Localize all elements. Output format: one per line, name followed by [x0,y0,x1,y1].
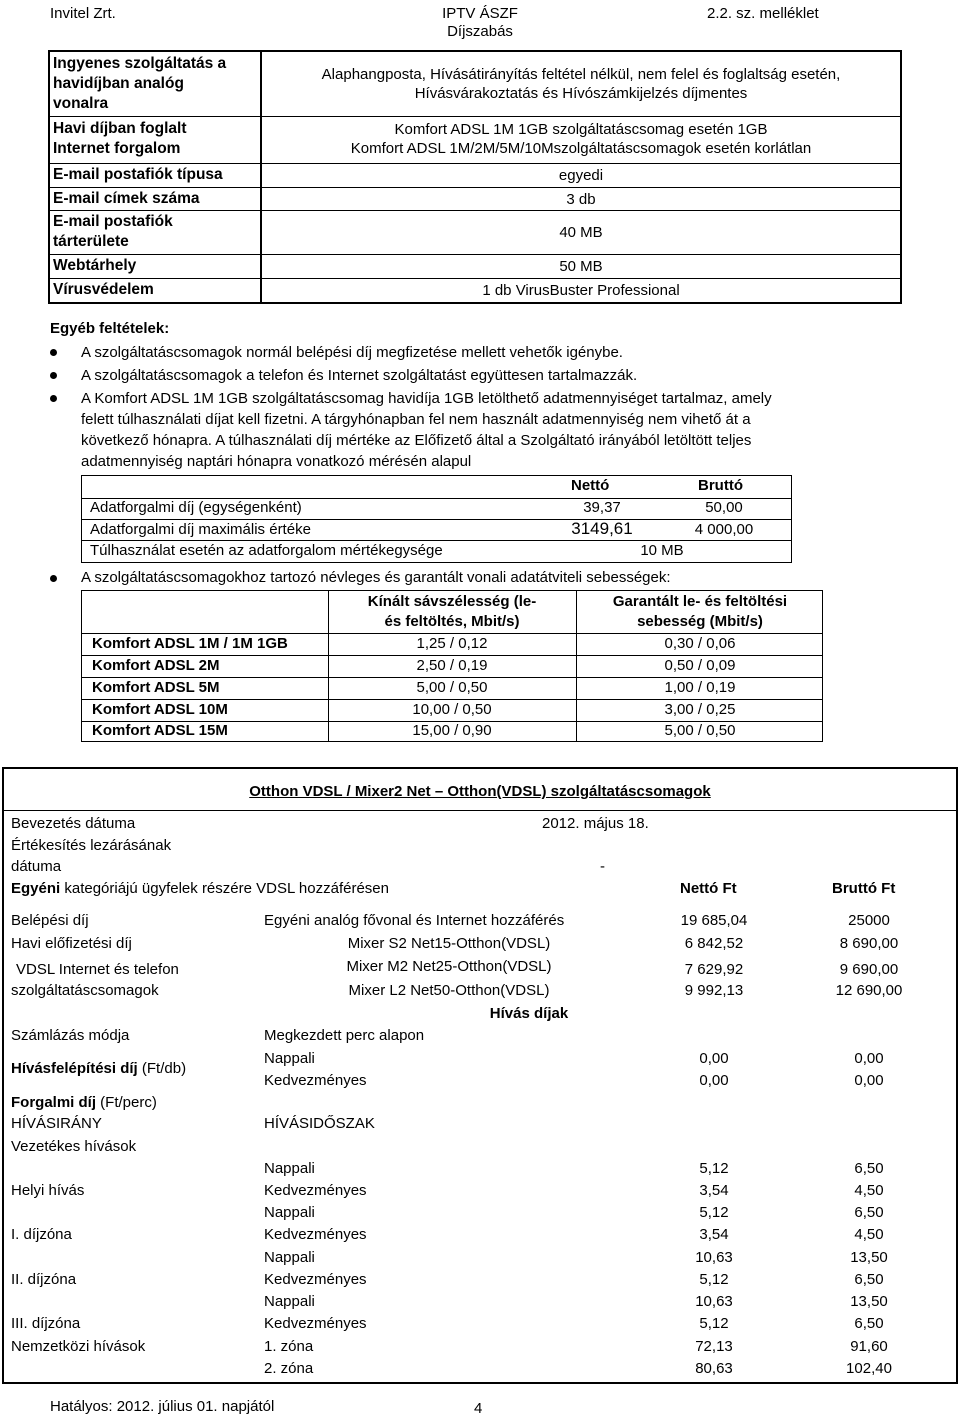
traffic-fee-label: Forgalmi díj (Ft/perc) [11,1094,157,1111]
vdsl-col-net: Nettó Ft [680,880,737,897]
customer-category: Egyéni kategóriájú ügyfelek részére VDSL hozzáférésen [11,880,389,897]
zone-name: II. díjzóna [11,1271,77,1288]
zone-net: 5,12 [699,1160,729,1177]
feature-value-free-services: Alaphangposta, Hívásátirányítás feltétel nélkül, nem felel és foglaltság esetén, Hívásvárakoztatás és Hívószámkijelzés díjmentes [321,66,841,102]
zone-gross: 6,50 [854,1271,884,1288]
footer-effective-date: Hatályos: 2012. július 01. napjától [50,1398,275,1415]
zone-net: 5,12 [699,1271,729,1288]
intl-gross: 102,40 [846,1360,892,1377]
speed-col-offered: Kínált sávszélesség (le- és feltöltés, Mbit/s) [367,593,537,630]
feature-label-antivirus: Vírusvédelem [53,281,154,298]
vdsl-title: Otthon VDSL / Mixer2 Net – Otthon(VDSL) szolgáltatáscsomagok [249,783,711,800]
intl-gross: 91,60 [850,1338,888,1355]
setup-period: Kedvezményes [264,1072,367,1089]
header-title [380,5,580,41]
condition-3-line2: felett túlhasználati díjat kell fizetni. A tárgyhónapban fel nem használt adatmennyiség nem vihető át a [81,411,751,428]
zone-net: 10,63 [695,1293,733,1310]
package-gross: 8 690,00 [839,935,899,952]
fee-col-net: Nettó [571,477,610,494]
zone-net: 3,54 [699,1226,729,1243]
speed-row-offered: 15,00 / 0,90 [412,722,492,739]
intl-net: 72,13 [695,1338,733,1355]
bullet-icon [50,372,57,379]
intro-date-value: 2012. május 18. [542,815,649,832]
setup-net: 0,00 [699,1050,729,1067]
fee-row-label: Adatforgalmi díj (egységenként) [90,499,302,516]
fee-unit-value: 10 MB [640,542,684,559]
vdsl-package-box [2,767,958,1384]
setup-gross: 0,00 [854,1050,884,1067]
sales-end-label-line1: Értékesítés lezárásának [11,837,172,854]
speed-row-name: Komfort ADSL 1M / 1M 1GB [92,635,288,652]
intl-calls-label: Nemzetközi hívások [11,1338,146,1355]
fee-row-gross: 4 000,00 [694,521,754,538]
setup-gross: 0,00 [854,1072,884,1089]
zone-net: 5,12 [699,1204,729,1221]
intl-zone: 2. zóna [264,1360,314,1377]
intro-date-label: Bevezetés dátuma [11,815,136,832]
speed-row-guaranteed: 0,50 / 0,09 [664,657,736,674]
speed-row-offered: 5,00 / 0,50 [416,679,488,696]
other-conditions-heading: Egyéb feltételek: [50,320,170,337]
zone-period: Kedvezményes [264,1226,367,1243]
header-annex: 2.2. sz. melléklet [707,5,819,22]
package-gross: 9 690,00 [839,961,899,978]
feature-value-mailbox-storage: 40 MB [559,224,603,241]
zone-name: III. díjzóna [11,1315,81,1332]
fee-row-label: Adatforgalmi díj maximális értéke [90,521,311,538]
speed-row-name: Komfort ADSL 5M [92,679,220,696]
feature-label-email-count: E-mail címek száma [53,190,200,207]
zone-net: 10,63 [695,1249,733,1266]
speed-row-name: Komfort ADSL 2M [92,657,220,674]
entry-fee-gross: 25000 [848,912,890,929]
condition-1: A szolgáltatáscsomagok normál belépési díj megfizetése mellett vehetők igénybe. [81,344,623,361]
period-label: HÍVÁSIDŐSZAK [264,1115,375,1132]
speed-table [81,590,823,742]
setup-period: Nappali [264,1050,315,1067]
speed-row-guaranteed: 5,00 / 0,50 [664,722,736,739]
speed-row-name: Komfort ADSL 15M [92,722,228,739]
intl-net: 80,63 [695,1360,733,1377]
feature-value-mailbox-type: egyedi [558,167,604,184]
condition-3-line1: A Komfort ADSL 1M 1GB szolgáltatáscsomag havidíja 1GB letölthető adatmennyiséget tartalmaz, amely [81,390,772,407]
speed-row-guaranteed: 3,00 / 0,25 [664,701,736,718]
speed-row-guaranteed: 1,00 / 0,19 [664,679,736,696]
speed-row-offered: 10,00 / 0,50 [412,701,492,718]
zone-net: 5,12 [699,1315,729,1332]
speed-row-guaranteed: 0,30 / 0,06 [664,635,736,652]
zone-gross: 4,50 [854,1182,884,1199]
feature-label-webspace: Webtárhely [53,257,137,274]
zone-gross: 4,50 [854,1226,884,1243]
feature-label-internet-traffic: Havi díjban foglalt Internet forgalom [53,120,187,157]
billing-value: Megkezdett perc alapon [264,1027,425,1044]
feature-value-antivirus: 1 db VirusBuster Professional [482,282,680,299]
zone-gross: 6,50 [854,1160,884,1177]
call-fees-title: Hívás díjak [489,1005,569,1022]
package-name: Mixer L2 Net50-Otthon(VDSL) [348,982,550,999]
fee-row-net: 3149,61 [571,519,633,538]
package-label-line2: szolgáltatáscsomagok [11,982,159,999]
speed-row-offered: 2,50 / 0,19 [416,657,488,674]
zone-gross: 6,50 [854,1315,884,1332]
zone-period: Kedvezményes [264,1182,367,1199]
entry-fee-label: Belépési díj [11,912,89,929]
condition-3-line3: következő hónapra. A túlhasználati díj mértéke az Előfizető által a Szolgáltató irányából letöltött teljes [81,432,752,449]
package-gross: 12 690,00 [835,982,903,999]
package-net: 6 842,52 [684,935,744,952]
feature-label-mailbox-storage: E-mail postafiók tárterülete [53,213,173,250]
zone-period: Kedvezményes [264,1271,367,1288]
bullet-icon [50,395,57,402]
feature-label-mailbox-type: E-mail postafiók típusa [53,166,223,183]
zone-period: Nappali [264,1160,315,1177]
zone-gross: 13,50 [850,1249,888,1266]
zone-period: Nappali [264,1293,315,1310]
zone-name: Helyi hívás [11,1182,85,1199]
package-name: Mixer S2 Net15-Otthon(VDSL) [347,935,551,952]
package-name: Mixer M2 Net25-Otthon(VDSL) [346,958,552,975]
service-features-table [48,50,902,304]
setup-fee-label: Hívásfelépítési díj (Ft/db) [11,1060,187,1077]
feature-label-free-services: Ingyenes szolgáltatás a havidíjban analóg vonalra [53,55,227,112]
zone-period: Nappali [264,1249,315,1266]
speed-row-name: Komfort ADSL 10M [92,701,228,718]
monthly-fee-label: Havi előfizetési díj [11,935,132,952]
setup-net: 0,00 [699,1072,729,1089]
fee-col-gross: Bruttó [698,477,743,494]
feature-value-email-count: 3 db [566,191,596,208]
fee-row-net: 39,37 [583,499,621,516]
entry-fee-desc: Egyéni analóg fővonal és Internet hozzáférés [264,912,565,929]
header-company: Invitel Zrt. [50,5,116,22]
zone-gross: 13,50 [850,1293,888,1310]
direction-label: HÍVÁSIRÁNY [11,1115,102,1132]
feature-value-internet-traffic: Komfort ADSL 1M 1GB szolgáltatáscsomag esetén 1GB Komfort ADSL 1M/2M/5M/10Mszolgáltatáscsomagok esetén korlátlan [350,121,812,157]
zone-net: 3,54 [699,1182,729,1199]
condition-3-line4: adatmennyiség naptári hónapra vonatkozó mérésén alapul [81,453,472,470]
speed-row-offered: 1,25 / 0,12 [416,635,488,652]
intl-zone: 1. zóna [264,1338,314,1355]
fee-unit-label: Túlhasználat esetén az adatforgalom mértékegysége [90,542,443,559]
billing-label: Számlázás módja [11,1027,130,1044]
overuse-fee-table [81,475,792,563]
condition-2: A szolgáltatáscsomagok a telefon és Internet szolgáltatást együttesen tartalmazzák. [81,367,638,384]
sales-end-value: - [600,858,605,875]
zone-period: Kedvezményes [264,1315,367,1332]
package-net: 9 992,13 [684,982,744,999]
zone-period: Nappali [264,1204,315,1221]
zone-gross: 6,50 [854,1204,884,1221]
condition-4: A szolgáltatáscsomagokhoz tartozó névleges és garantált vonali adatátviteli sebességek: [81,569,671,586]
bullet-icon [50,575,57,582]
fixed-calls-label: Vezetékes hívások [11,1138,137,1155]
header-title-line1: IPTV ÁSZF [442,5,518,22]
speed-col-guaranteed: Garantált le- és feltöltési sebesség (Mbit/s) [612,593,788,630]
bullet-icon [50,349,57,356]
footer-page-number: 4 [474,1400,483,1417]
package-net: 7 629,92 [684,961,744,978]
package-label-line1: VDSL Internet és telefon [16,961,179,978]
vdsl-col-gross: Bruttó Ft [832,880,896,897]
zone-name: I. díjzóna [11,1226,72,1243]
fee-row-gross: 50,00 [705,499,743,516]
header-title-line2: Díjszabás [447,23,513,40]
feature-value-webspace: 50 MB [559,258,603,275]
sales-end-label-line2: dátuma [11,858,62,875]
entry-fee-net: 19 685,04 [680,912,748,929]
